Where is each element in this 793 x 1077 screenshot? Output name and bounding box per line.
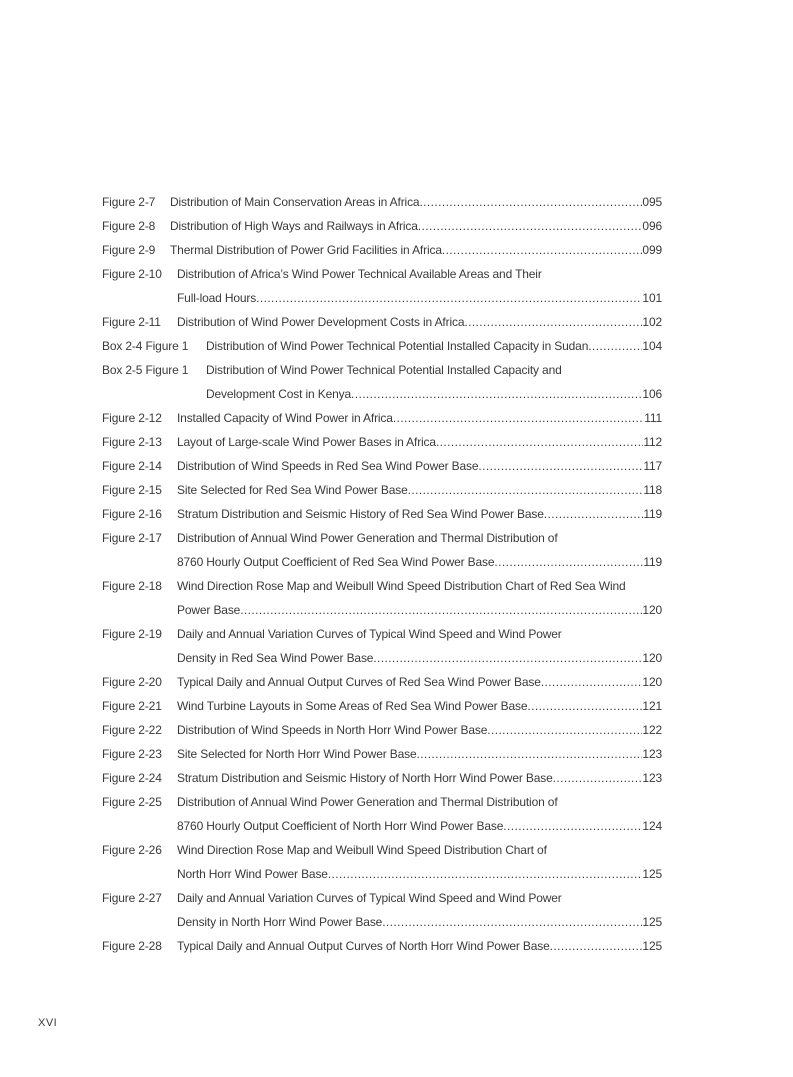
dot-leader <box>418 218 643 234</box>
toc-line <box>102 338 662 362</box>
toc-line <box>102 818 662 842</box>
toc-entry[interactable] <box>102 530 662 578</box>
toc-line <box>102 530 662 554</box>
dot-leader <box>351 386 642 402</box>
page-ref: 125 <box>642 867 662 881</box>
figure-title: Typical Daily and Annual Output Curves of Red Sea Wind Power Base <box>177 675 541 689</box>
figure-title: Distribution of Wind Power Technical Potential Installed Capacity and <box>206 363 562 377</box>
toc-line <box>102 938 662 962</box>
page-ref: 121 <box>642 699 662 713</box>
figure-label: Figure 2-11 <box>102 315 161 329</box>
page-number: XVI <box>38 1017 58 1029</box>
figure-title: Thermal Distribution of Power Grid Facilities in Africa <box>170 243 442 257</box>
dot-leader <box>419 194 642 210</box>
figure-title: Wind Direction Rose Map and Weibull Wind Speed Distribution Chart of <box>177 843 547 857</box>
page-ref: 119 <box>643 555 662 569</box>
toc-line <box>102 626 662 650</box>
dot-leader <box>382 914 642 930</box>
figure-title: Distribution of Annual Wind Power Generation and Thermal Distribution of <box>177 531 558 545</box>
page-ref: 099 <box>642 243 662 257</box>
figure-title: Stratum Distribution and Seismic History of Red Sea Wind Power Base <box>177 507 544 521</box>
figure-title: Wind Turbine Layouts in Some Areas of Red Sea Wind Power Base <box>177 699 528 713</box>
dot-leader <box>487 722 642 738</box>
toc-line <box>102 482 662 506</box>
figure-title: 8760 Hourly Output Coefficient of North Horr Wind Power Base <box>177 819 504 833</box>
figure-title: Full-load Hours <box>177 291 257 305</box>
figure-title: North Horr Wind Power Base <box>177 867 328 881</box>
page-ref: 096 <box>642 219 662 233</box>
toc-entry[interactable] <box>102 506 662 530</box>
page-ref: 112 <box>643 435 662 449</box>
toc-entry[interactable] <box>102 722 662 746</box>
toc-entry[interactable] <box>102 314 662 338</box>
figure-label: Figure 2-21 <box>102 699 162 713</box>
toc-line <box>102 890 662 914</box>
page-ref: 111 <box>644 411 662 425</box>
figure-label: Figure 2-24 <box>102 771 162 785</box>
toc-entry[interactable] <box>102 266 662 314</box>
figure-title: Density in Red Sea Wind Power Base <box>177 651 374 665</box>
toc-entry[interactable] <box>102 338 662 362</box>
dot-leader <box>503 818 642 834</box>
toc-entry[interactable] <box>102 362 662 410</box>
toc-line <box>102 266 662 290</box>
dot-leader <box>544 506 644 522</box>
toc-line <box>102 386 662 410</box>
toc-entry[interactable] <box>102 434 662 458</box>
dot-leader <box>478 458 643 474</box>
toc-line <box>102 674 662 698</box>
figure-title: Distribution of Wind Speeds in North Horr Wind Power Base <box>177 723 488 737</box>
toc-line <box>102 722 662 746</box>
toc-line <box>102 914 662 938</box>
figure-label: Figure 2-7 <box>102 195 156 209</box>
figure-title: 8760 Hourly Output Coefficient of Red Sea Wind Power Base <box>177 555 495 569</box>
toc-entry[interactable] <box>102 578 662 626</box>
dot-leader <box>442 242 643 258</box>
page-ref: 104 <box>642 339 662 353</box>
dot-leader <box>550 938 643 954</box>
figure-label: Figure 2-8 <box>102 219 156 233</box>
page-ref: 106 <box>642 387 662 401</box>
page-ref: 123 <box>642 747 662 761</box>
figure-label: Figure 2-28 <box>102 939 162 953</box>
figure-title: Development Cost in Kenya <box>206 387 351 401</box>
dot-leader <box>588 338 642 354</box>
toc-entry[interactable] <box>102 770 662 794</box>
list-of-figures <box>102 194 662 962</box>
figure-label: Figure 2-14 <box>102 459 162 473</box>
figure-title: Distribution of Main Conservation Areas in Africa <box>170 195 420 209</box>
figure-title: Wind Direction Rose Map and Weibull Wind Speed Distribution Chart of Red Sea Wind <box>177 579 626 593</box>
toc-line <box>102 242 662 266</box>
toc-line <box>102 842 662 866</box>
figure-title: Site Selected for Red Sea Wind Power Base <box>177 483 408 497</box>
figure-title: Site Selected for North Horr Wind Power Base <box>177 747 417 761</box>
figure-label: Figure 2-19 <box>102 627 162 641</box>
page-ref: 120 <box>642 675 662 689</box>
page-ref: 120 <box>642 651 662 665</box>
dot-leader <box>436 434 643 450</box>
dot-leader <box>553 770 643 786</box>
toc-line <box>102 218 662 242</box>
figure-title: Layout of Large-scale Wind Power Bases in Africa <box>177 435 436 449</box>
figure-title: Distribution of Wind Power Development Costs in Africa <box>177 315 465 329</box>
toc-line <box>102 410 662 434</box>
figure-title: Daily and Annual Variation Curves of Typical Wind Speed and Wind Power <box>177 627 562 641</box>
toc-entry[interactable] <box>102 890 662 938</box>
dot-leader <box>373 650 642 666</box>
toc-entry[interactable] <box>102 482 662 506</box>
figure-label: Figure 2-9 <box>102 243 156 257</box>
figure-label: Figure 2-17 <box>102 531 162 545</box>
figure-title: Power Base <box>177 603 241 617</box>
toc-line <box>102 794 662 818</box>
toc-line <box>102 314 662 338</box>
figure-label: Figure 2-27 <box>102 891 162 905</box>
toc-entry[interactable] <box>102 794 662 842</box>
figure-label: Figure 2-12 <box>102 411 162 425</box>
figure-title: Installed Capacity of Wind Power in Africa <box>177 411 393 425</box>
figure-label: Figure 2-18 <box>102 579 162 593</box>
figure-title: Distribution of Annual Wind Power Generation and Thermal Distribution of <box>177 795 558 809</box>
figure-label: Figure 2-16 <box>102 507 162 521</box>
page-ref: 123 <box>642 771 662 785</box>
toc-line <box>102 434 662 458</box>
toc-line <box>102 290 662 314</box>
figure-label: Figure 2-23 <box>102 747 162 761</box>
dot-leader <box>464 314 642 330</box>
dot-leader <box>541 674 643 690</box>
page-ref: 125 <box>642 915 662 929</box>
toc-line <box>102 698 662 722</box>
page-ref: 117 <box>643 459 662 473</box>
toc-entry[interactable] <box>102 410 662 434</box>
figure-label: Figure 2-22 <box>102 723 162 737</box>
toc-entry[interactable] <box>102 842 662 890</box>
dot-leader <box>417 746 643 762</box>
toc-entry[interactable] <box>102 218 662 242</box>
figure-title: Daily and Annual Variation Curves of Typical Wind Speed and Wind Power <box>177 891 562 905</box>
dot-leader <box>494 554 643 570</box>
dot-leader <box>527 698 642 714</box>
figure-title: Stratum Distribution and Seismic History of North Horr Wind Power Base <box>177 771 553 785</box>
figure-title: Distribution of High Ways and Railways in Africa <box>170 219 418 233</box>
toc-entry[interactable] <box>102 698 662 722</box>
toc-line <box>102 194 662 218</box>
toc-line <box>102 578 662 602</box>
toc-line <box>102 770 662 794</box>
page-ref: 120 <box>642 603 662 617</box>
figure-label: Figure 2-26 <box>102 843 162 857</box>
toc-entry[interactable] <box>102 746 662 770</box>
page-ref: 124 <box>642 819 662 833</box>
toc-line <box>102 506 662 530</box>
toc-entry[interactable] <box>102 674 662 698</box>
toc-line <box>102 746 662 770</box>
figure-title: Distribution of Wind Power Technical Potential Installed Capacity in Sudan <box>206 339 589 353</box>
dot-leader <box>393 410 644 426</box>
page-ref: 101 <box>642 291 662 305</box>
page-ref: 122 <box>642 723 662 737</box>
figure-label: Figure 2-10 <box>102 267 162 281</box>
toc-line <box>102 602 662 626</box>
figure-label: Box 2-4 Figure 1 <box>102 339 189 353</box>
dot-leader <box>256 290 642 306</box>
dot-leader <box>328 866 643 882</box>
figure-label: Figure 2-25 <box>102 795 162 809</box>
page-ref: 118 <box>643 483 662 497</box>
figure-label: Figure 2-20 <box>102 675 162 689</box>
page-ref: 102 <box>642 315 662 329</box>
toc-entry[interactable] <box>102 458 662 482</box>
figure-label: Figure 2-15 <box>102 483 162 497</box>
figure-title: Distribution of Wind Speeds in Red Sea Wind Power Base <box>177 459 479 473</box>
figure-title: Typical Daily and Annual Output Curves of North Horr Wind Power Base <box>177 939 550 953</box>
figure-title: Distribution of Africa’s Wind Power Technical Available Areas and Their <box>177 267 542 281</box>
toc-entry[interactable] <box>102 194 662 218</box>
page-ref: 119 <box>643 507 662 521</box>
toc-entry[interactable] <box>102 626 662 674</box>
toc-line <box>102 650 662 674</box>
figure-title: Density in North Horr Wind Power Base <box>177 915 383 929</box>
figure-label: Box 2-5 Figure 1 <box>102 363 189 377</box>
toc-line <box>102 866 662 890</box>
dot-leader <box>240 602 642 618</box>
toc-line <box>102 458 662 482</box>
toc-line <box>102 554 662 578</box>
figure-label: Figure 2-13 <box>102 435 162 449</box>
toc-entry[interactable] <box>102 242 662 266</box>
page-ref: 125 <box>642 939 662 953</box>
page-ref: 095 <box>642 195 662 209</box>
toc-entry[interactable] <box>102 938 662 962</box>
toc-line <box>102 362 662 386</box>
dot-leader <box>408 482 644 498</box>
